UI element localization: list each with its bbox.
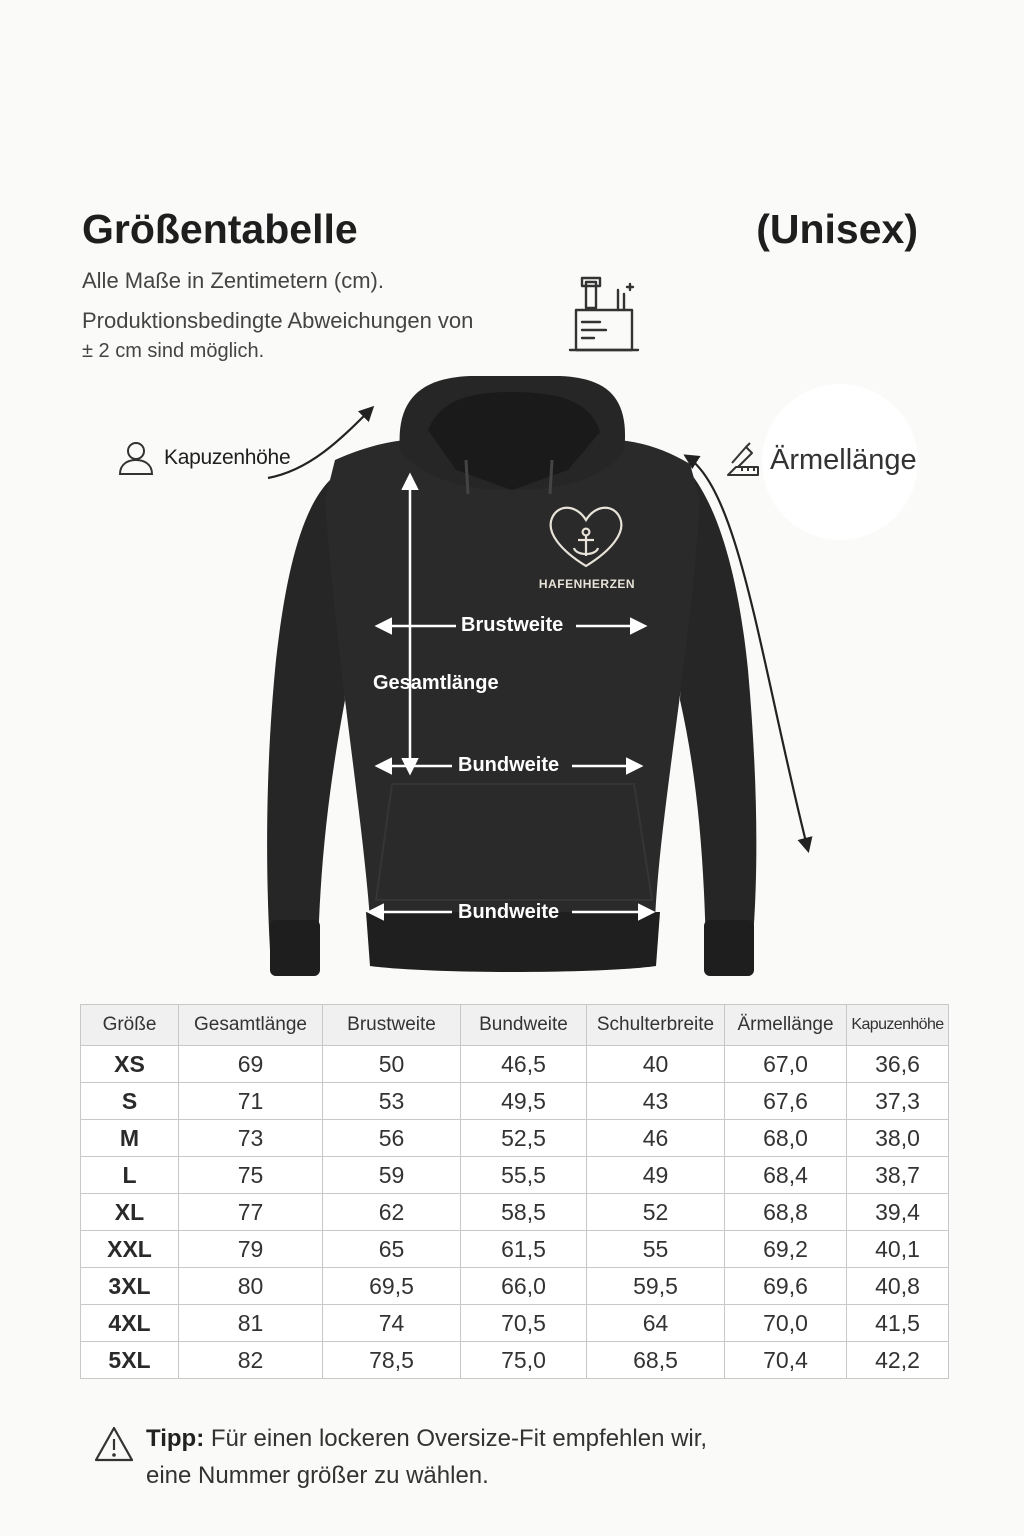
measure-cell: 52,5 [461,1120,587,1157]
measure-cell: 42,2 [847,1342,949,1379]
warning-icon [94,1424,134,1464]
measure-cell: 59,5 [587,1268,725,1305]
tip-line-2: eine Nummer größer zu wählen. [146,1462,489,1489]
size-cell: XS [81,1046,179,1083]
measure-cell: 68,8 [725,1194,847,1231]
subtitle-tolerance: ± 2 cm sind möglich. [82,340,265,362]
table-header-cell: Größe [81,1005,179,1046]
measure-cell: 79 [179,1231,323,1268]
measure-cell: 61,5 [461,1231,587,1268]
title-row [82,206,922,266]
measure-cell: 40,1 [847,1231,949,1268]
person-icon [116,440,156,476]
table-row [81,1342,949,1379]
table-header-cell: Ärmellänge [725,1005,847,1046]
measure-cell: 69,2 [725,1231,847,1268]
measure-cell: 43 [587,1083,725,1120]
brand-name: HAFENHERZEN [538,577,636,591]
measure-cell: 70,4 [725,1342,847,1379]
size-cell: L [81,1157,179,1194]
measure-cell: 40 [587,1046,725,1083]
table-row [81,1231,949,1268]
sleeve-label-text: Ärmellänge [770,443,917,476]
ruler-pencil-icon [724,441,762,479]
table-row [81,1120,949,1157]
table-row [81,1268,949,1305]
measure-cell: 67,0 [725,1046,847,1083]
table-row [81,1046,949,1083]
measure-cell: 62 [323,1194,461,1231]
tip-text [146,1420,707,1494]
size-cell: S [81,1083,179,1120]
table-header-cell: Bundweite [461,1005,587,1046]
measure-cell: 75,0 [461,1342,587,1379]
measure-cell: 49,5 [461,1083,587,1120]
table-header-cell: Brustweite [323,1005,461,1046]
table-header-row [81,1005,949,1046]
measure-cell: 70,0 [725,1305,847,1342]
measure-cell: 68,0 [725,1120,847,1157]
tip-label: Tipp: [146,1425,205,1452]
measure-cell: 41,5 [847,1305,949,1342]
hood-label [116,440,290,476]
chest-measure-label: Brustweite [461,614,564,636]
subtitle-deviation: Produktionsbedingte Abweichungen von [82,308,474,333]
measure-cell: 40,8 [847,1268,949,1305]
measure-cell: 77 [179,1194,323,1231]
table-header-cell: Gesamtlänge [179,1005,323,1046]
measure-cell: 75 [179,1157,323,1194]
measure-cell: 69,6 [725,1268,847,1305]
hoodie-body [267,376,756,976]
measure-cell: 70,5 [461,1305,587,1342]
measure-cell: 69 [179,1046,323,1083]
measure-cell: 49 [587,1157,725,1194]
subtitle-units: Alle Maße in Zentimetern (cm). [82,268,384,293]
measure-cell: 46 [587,1120,725,1157]
measure-cell: 78,5 [323,1342,461,1379]
table-row [81,1083,949,1120]
hood-label-text: Kapuzenhöhe [164,446,291,469]
measure-cell: 50 [323,1046,461,1083]
waist-measure-label: Bundweite [458,754,560,776]
hem-measure-label: Bundweite [458,901,560,923]
measure-cell: 74 [323,1305,461,1342]
measure-cell: 58,5 [461,1194,587,1231]
size-cell: M [81,1120,179,1157]
size-cell: 4XL [81,1305,179,1342]
measure-cell: 67,6 [725,1083,847,1120]
measure-cell: 53 [323,1083,461,1120]
measure-cell: 64 [587,1305,725,1342]
table-row [81,1157,949,1194]
size-cell: XXL [81,1231,179,1268]
measuring-tools-icon [566,276,642,356]
measure-cell: 38,7 [847,1157,949,1194]
measure-cell: 37,3 [847,1083,949,1120]
page-title: Größentabelle [82,206,358,252]
measure-cell: 55,5 [461,1157,587,1194]
measure-cell: 68,4 [725,1157,847,1194]
size-table [80,1004,949,1379]
measure-cell: 66,0 [461,1268,587,1305]
measure-cell: 36,6 [847,1046,949,1083]
size-cell: 3XL [81,1268,179,1305]
measure-cell: 81 [179,1305,323,1342]
page-title-suffix: (Unisex) [756,206,918,252]
measure-cell: 73 [179,1120,323,1157]
table-row [81,1305,949,1342]
measure-cell: 71 [179,1083,323,1120]
tip-line-1: Für einen lockeren Oversize-Fit empfehlen wir, [210,1425,708,1452]
size-cell: XL [81,1194,179,1231]
measure-cell: 46,5 [461,1046,587,1083]
measure-cell: 39,4 [847,1194,949,1231]
length-measure-label: Gesamtlänge [373,672,499,694]
measure-cell: 38,0 [847,1120,949,1157]
table-header-cell: Schulterbreite [587,1005,725,1046]
measure-cell: 65 [323,1231,461,1268]
table-row [81,1194,949,1231]
table-header-cell: Kapuzenhöhe [847,1005,949,1046]
measure-cell: 55 [587,1231,725,1268]
measure-cell: 52 [587,1194,725,1231]
measure-cell: 59 [323,1157,461,1194]
sleeve-label [724,438,917,482]
measure-cell: 69,5 [323,1268,461,1305]
measure-cell: 56 [323,1120,461,1157]
measure-cell: 80 [179,1268,323,1305]
size-cell: 5XL [81,1342,179,1379]
measure-cell: 68,5 [587,1342,725,1379]
measure-cell: 82 [179,1342,323,1379]
